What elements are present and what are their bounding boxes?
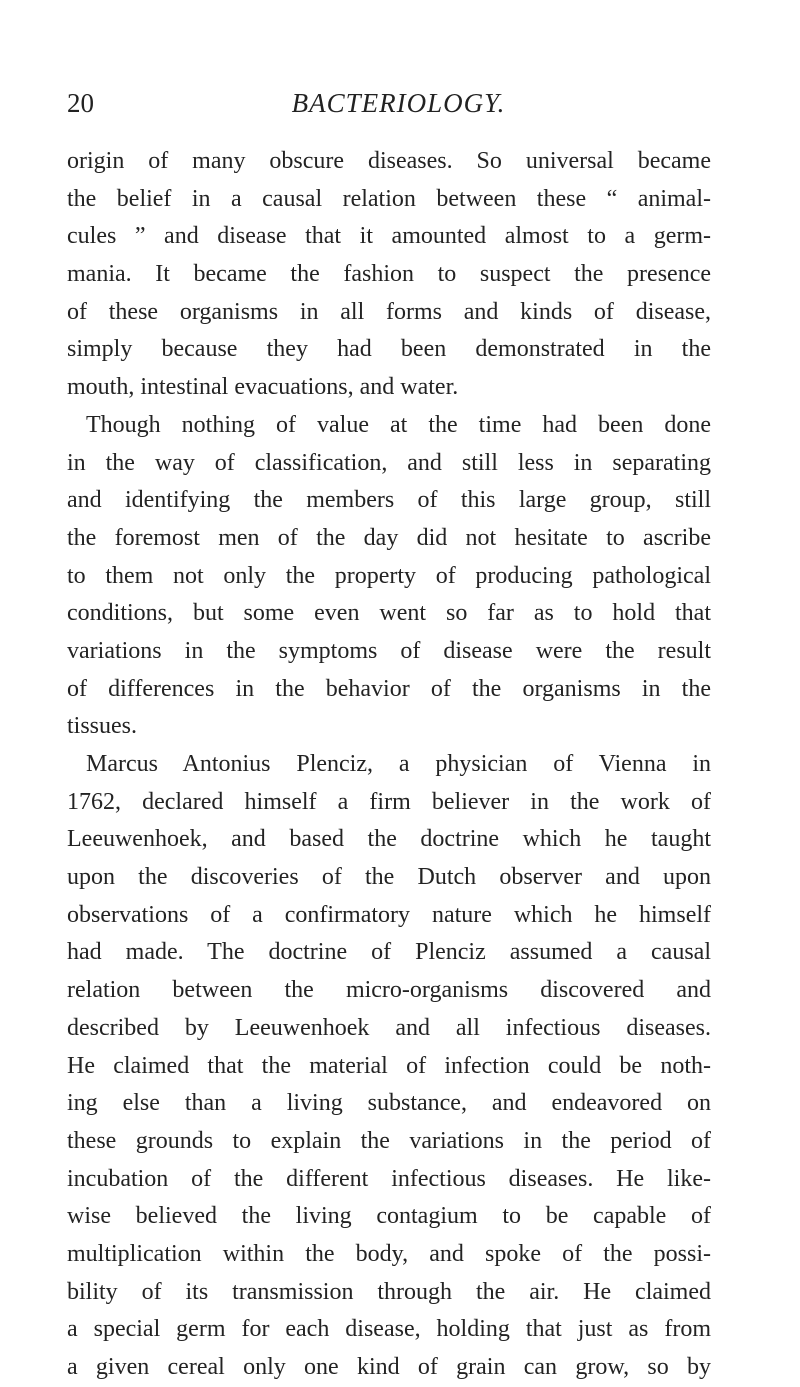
text-line: Marcus Antonius Plenciz, a physician of Vienna in <box>86 751 711 777</box>
text-line: described by Leeuwenhoek and all infectious diseases. <box>67 1014 711 1041</box>
text-line: of these organisms in all forms and kinds of disease, <box>67 298 711 325</box>
body-text <box>67 143 711 1387</box>
text-line: in the way of classification, and still less in separating <box>67 449 711 476</box>
text-line: multiplication within the body, and spoke of the possi- <box>67 1240 711 1267</box>
text-line: origin of many obscure diseases. So universal became <box>67 148 711 174</box>
text-line: observations of a confirmatory nature which he himself <box>67 901 711 928</box>
text-line: tissues. <box>67 713 138 740</box>
text-line: He claimed that the material of infection could be noth- <box>67 1052 711 1079</box>
text-line: variations in the symptoms of disease were the result <box>67 637 711 664</box>
text-line: ing else than a living substance, and endeavored on <box>67 1090 711 1117</box>
text-line: the belief in a causal relation between these “ animal- <box>67 185 711 212</box>
running-head <box>67 88 710 128</box>
text-line: incubation of the different infectious diseases. He like- <box>67 1165 711 1192</box>
text-line: upon the discoveries of the Dutch observer and upon <box>67 864 711 891</box>
text-line: these grounds to explain the variations in the period of <box>67 1127 711 1154</box>
text-line: simply because they had been demonstrated in the <box>67 336 711 363</box>
text-line: a special germ for each disease, holding that just as from <box>67 1316 711 1343</box>
text-line: the foremost men of the day did not hesitate to ascribe <box>67 524 711 551</box>
text-line: a given cereal only one kind of grain can grow, so by <box>67 1354 711 1380</box>
text-line: of differences in the behavior of the organisms in the <box>67 675 711 702</box>
text-line: bility of its transmission through the air. He claimed <box>67 1278 711 1305</box>
text-line: Leeuwenhoek, and based the doctrine which he taught <box>67 826 711 853</box>
text-line: cules ” and disease that it amounted almost to a germ- <box>67 223 711 250</box>
text-line: conditions, but some even went so far as to hold that <box>67 600 711 627</box>
text-line: mouth, intestinal evacuations, and water. <box>67 374 459 401</box>
text-line: had made. The doctrine of Plenciz assumed a causal <box>67 939 711 966</box>
text-line: to them not only the property of producing pathological <box>67 562 711 589</box>
text-line: mania. It became the fashion to suspect the presence <box>67 261 711 288</box>
text-line: relation between the micro-organisms discovered and <box>67 977 711 1004</box>
running-title: BACTERIOLOGY. <box>291 88 506 118</box>
text-line: Though nothing of value at the time had been done <box>86 411 711 438</box>
page-number: 20 <box>67 88 94 118</box>
text-line: 1762, declared himself a firm believer in the work of <box>67 788 711 815</box>
text-line: and identifying the members of this large group, still <box>67 487 711 514</box>
text-line: wise believed the living contagium to be capable of <box>67 1203 711 1230</box>
